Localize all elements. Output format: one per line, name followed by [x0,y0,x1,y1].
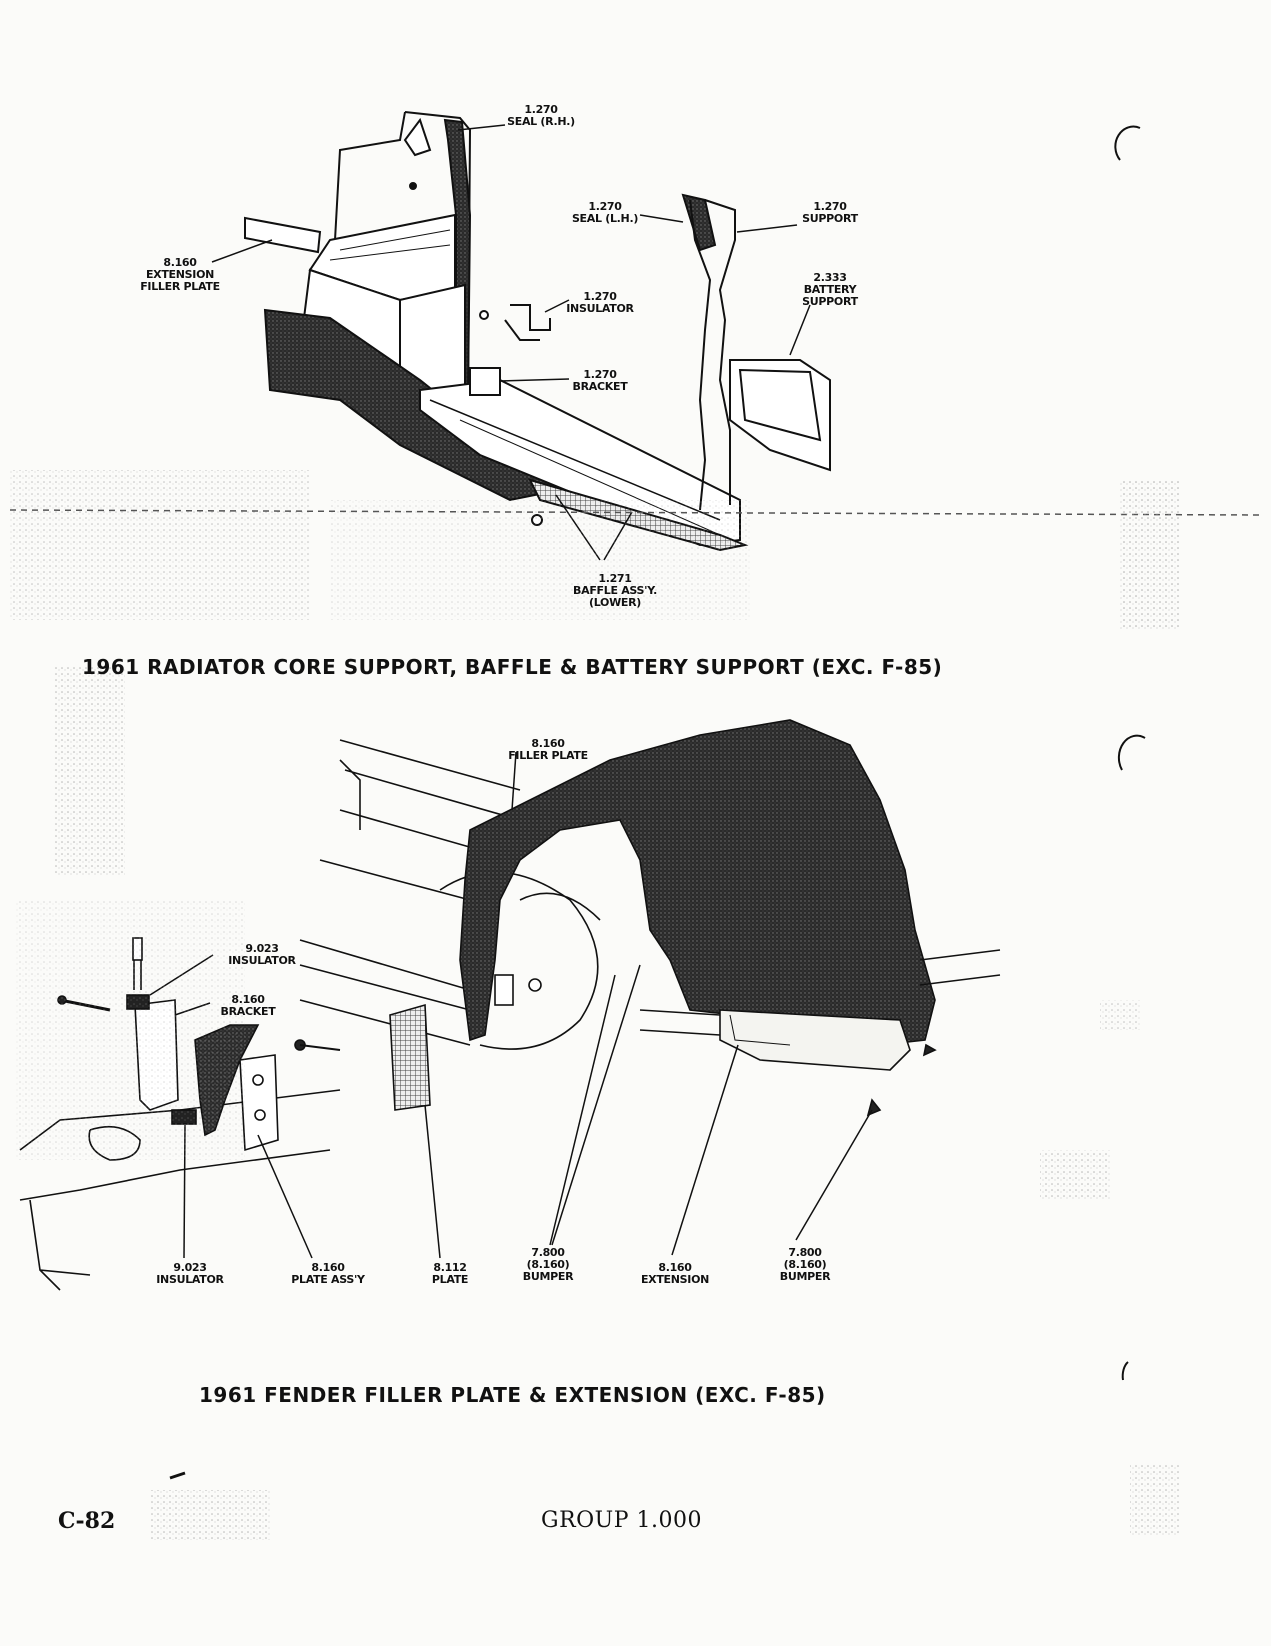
callout-bracket [565,369,635,393]
callout-number: 1.270 [588,200,622,213]
callout-text: INSULATOR [228,954,296,967]
callout-number: 2.333 [813,271,847,284]
callout-text: (8.160) [783,1258,827,1271]
callout-text: BATTERY [803,283,857,296]
callout-text2: BUMPER [779,1270,831,1283]
callout-number: 8.160 [531,737,565,750]
callout-number: 9.023 [245,942,279,955]
callout-text2: FILLER PLATE [140,280,220,293]
callout-insulator-bottom [150,1262,230,1286]
callout-extension-filler-plate [135,257,225,293]
callout-text: BRACKET [572,380,628,393]
callout-plate-assy [283,1262,373,1286]
callout-seal-lh [570,201,640,225]
callout-text: INSULATOR [566,302,634,315]
callout-text: INSULATOR [156,1273,224,1286]
callout-seal-rh [496,104,586,128]
callout-support [795,201,865,225]
callout-text: PLATE ASS'Y [291,1273,365,1286]
callout-insulator [560,291,640,315]
callout-text2: (LOWER) [588,596,642,609]
callout-text: FILLER PLATE [508,749,588,762]
page-number: C-82 [58,1508,116,1534]
figure1-caption: 1961 RADIATOR CORE SUPPORT, BAFFLE & BATTERY SUPPORT (EXC. F-85) [82,655,943,679]
callout-number: 1.270 [583,290,617,303]
callout-baffle-lower [560,573,670,609]
callout-text: SEAL (R.H.) [507,115,575,128]
callout-text: (8.160) [526,1258,570,1271]
callout-number: 7.800 [788,1246,822,1259]
callout-number: 1.270 [524,103,558,116]
callout-plate [420,1262,480,1286]
callout-number: 8.160 [658,1261,692,1274]
callout-filler-plate [498,738,598,762]
callout-text: BAFFLE ASS'Y. [573,584,657,597]
callout-number: 8.160 [311,1261,345,1274]
callout-battery-support [795,272,865,308]
callout-text: PLATE [431,1273,469,1286]
callout-number: 1.271 [598,572,632,585]
callout-number: 8.112 [433,1261,467,1274]
callout-bracket [213,994,283,1018]
callout-text2: BUMPER [522,1270,574,1283]
callout-number: 7.800 [531,1246,565,1259]
callout-number: 8.160 [163,256,197,269]
figure2-caption: 1961 FENDER FILLER PLATE & EXTENSION (EXC. F-85) [199,1383,826,1407]
callout-text: SEAL (L.H.) [571,212,639,225]
callout-text: SUPPORT [802,212,858,225]
figure1-drawing [245,112,830,550]
callout-text2: SUPPORT [802,295,858,308]
callout-number: 1.270 [583,368,617,381]
callout-number: 9.023 [173,1261,207,1274]
callout-bumper-right [770,1247,840,1283]
callout-text: EXTENSION [640,1273,710,1286]
callout-extension [635,1262,715,1286]
callout-number: 8.160 [231,993,265,1006]
callout-insulator-top [222,943,302,967]
callout-bumper-left [513,1247,583,1283]
group-label: GROUP 1.000 [541,1508,702,1533]
callout-text: BRACKET [220,1005,276,1018]
callout-text: EXTENSION [145,268,215,281]
callout-number: 1.270 [813,200,847,213]
